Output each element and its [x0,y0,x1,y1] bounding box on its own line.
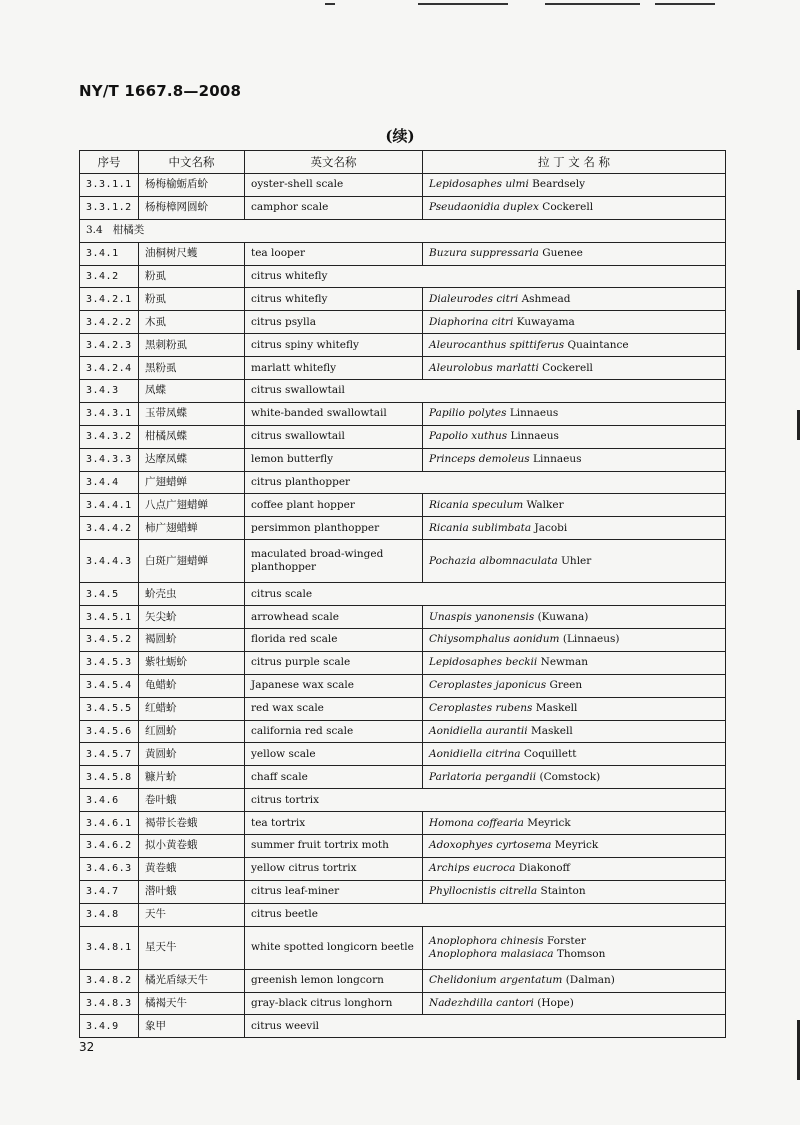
english-name-cell: yellow citrus tortrix [245,857,423,880]
serial-cell: 3.4.9 [80,1015,139,1038]
latin-name-cell [423,812,726,835]
serial-cell: 3.4.5.5 [80,697,139,720]
serial-cell: 3.4.4 [80,471,139,494]
latin-name-cell [423,174,726,197]
latin-binomial: Aleurocanthus spittiferus [429,338,565,351]
table-row [80,311,726,334]
top-rule-4 [655,3,715,5]
english-name-cell: citrus psylla [245,311,423,334]
latin-authority: (Dalman) [565,974,615,987]
latin-authority: Kuwayama [516,315,575,328]
table-row [80,766,726,789]
section-number: 3.4 [86,224,103,237]
serial-cell: 3.4.4.1 [80,494,139,517]
serial-cell: 3.3.1.1 [80,174,139,197]
header-latin-name: 拉 丁 文 名 称 [423,151,726,174]
latin-name-cell [423,992,726,1015]
table-row [80,334,726,357]
latin-authority: Coquillett [523,747,577,760]
english-name-cell: tea looper [245,242,423,265]
table-row [80,857,726,880]
latin-authority: Newman [540,656,588,669]
latin-binomial: Adoxophyes cyrtosema [429,839,552,852]
latin-binomial: Ricania speculum [429,498,524,511]
chinese-name-cell: 橘光盾绿天牛 [139,969,245,992]
chinese-name-cell: 紫牡蛎蚧 [139,651,245,674]
chinese-name-cell: 褐圆蚧 [139,629,245,652]
chinese-name-cell: 糠片蚧 [139,766,245,789]
english-name-cell: lemon butterfly [245,448,423,471]
latin-name-cell [423,425,726,448]
latin-authority: Cockerell [542,201,594,214]
latin-binomial: Anoplophora malasiaca [429,947,554,960]
chinese-name-cell: 粉虱 [139,265,245,288]
chinese-name-cell: 潜叶蛾 [139,880,245,903]
english-name-cell: citrus swallowtail [245,425,423,448]
latin-name-cell [423,766,726,789]
serial-cell: 3.4.5.2 [80,629,139,652]
latin-binomial: Papolio xuthus [429,430,508,443]
latin-authority: (Comstock) [539,770,601,783]
serial-cell: 3.4.5.4 [80,674,139,697]
header-chinese-name: 中文名称 [139,151,245,174]
latin-authority: (Linnaeus) [562,633,620,646]
serial-cell: 3.4.5.7 [80,743,139,766]
serial-cell: 3.4.6 [80,789,139,812]
latin-name-cell [423,242,726,265]
table-row [80,880,726,903]
latin-name-cell [423,880,726,903]
latin-name-cell [423,651,726,674]
latin-authority: Uhler [561,554,592,567]
latin-binomial: Unaspis yanonensis [429,610,535,623]
latin-binomial: Aonidiella citrina [429,747,521,760]
table-row [80,471,726,494]
latin-name-cell [423,606,726,629]
english-name-cell: citrus whitefly [245,265,726,288]
table-row [80,425,726,448]
latin-authority: Meyrick [554,839,599,852]
chinese-name-cell: 达摩凤蝶 [139,448,245,471]
chinese-name-cell: 玉带凤蝶 [139,402,245,425]
latin-binomial: Lepidosaphes beckii [429,656,538,669]
chinese-name-cell: 红圆蚧 [139,720,245,743]
latin-authority: (Hope) [537,996,574,1009]
latin-binomial: Phyllocnistis citrella [429,885,538,898]
header-english-name: 英文名称 [245,151,423,174]
table-row [80,196,726,219]
english-name-cell: red wax scale [245,697,423,720]
table-row [80,583,726,606]
serial-cell: 3.4.5 [80,583,139,606]
english-name-cell: citrus spiny whitefly [245,334,423,357]
latin-name-cell [423,402,726,425]
chinese-name-cell: 黑刺粉虱 [139,334,245,357]
english-name-cell: persimmon planthopper [245,517,423,540]
header-serial: 序号 [80,151,139,174]
serial-cell: 3.4.5.3 [80,651,139,674]
chinese-name-cell: 油桐树尺蠖 [139,242,245,265]
serial-cell: 3.4.8.2 [80,969,139,992]
page-number: 32 [79,1040,95,1054]
table-row [80,674,726,697]
latin-binomial: Ricania sublimbata [429,521,532,534]
table-row [80,402,726,425]
table-row [80,697,726,720]
latin-authority: Ashmead [521,292,571,305]
chinese-name-cell: 黄圆蚧 [139,743,245,766]
latin-binomial: Nadezhdilla cantori [429,996,534,1009]
latin-authority: Green [549,679,583,692]
chinese-name-cell: 柿广翅蜡蝉 [139,517,245,540]
english-name-cell: citrus beetle [245,903,726,926]
latin-binomial: Pseudaonidia duplex [429,201,539,214]
latin-name-cell [423,743,726,766]
latin-authority: Stainton [540,885,586,898]
chinese-name-cell: 粉虱 [139,288,245,311]
serial-cell: 3.4.8 [80,903,139,926]
latin-authority: Beardsely [532,178,585,191]
chinese-name-cell: 白斑广翅蜡蝉 [139,540,245,583]
latin-name-cell [423,494,726,517]
serial-cell: 3.4.1 [80,242,139,265]
table-row [80,288,726,311]
english-name-cell: gray-black citrus longhorn [245,992,423,1015]
latin-name-cell [423,720,726,743]
latin-authority: Thomson [556,947,606,960]
serial-cell: 3.4.3.2 [80,425,139,448]
chinese-name-cell: 黑粉虱 [139,357,245,380]
latin-authority: Guenee [542,247,583,260]
table-header-row [80,151,726,174]
section-title [80,219,726,242]
english-name-cell: chaff scale [245,766,423,789]
chinese-name-cell: 天牛 [139,903,245,926]
serial-cell: 3.4.3.3 [80,448,139,471]
table-row [80,903,726,926]
latin-binomial: Anoplophora chinesis [429,934,544,947]
table-row [80,606,726,629]
latin-binomial: Lepidosaphes ulmi [429,178,529,191]
chinese-name-cell: 黄卷蛾 [139,857,245,880]
serial-cell: 3.4.3.1 [80,402,139,425]
latin-name-cell [423,540,726,583]
table-row [80,494,726,517]
chinese-name-cell: 卷叶蛾 [139,789,245,812]
latin-name-cell [423,926,726,969]
latin-name-cell [423,311,726,334]
table-row [80,992,726,1015]
chinese-name-cell: 矢尖蚧 [139,606,245,629]
latin-authority: Jacobi [534,521,568,534]
serial-cell: 3.4.5.1 [80,606,139,629]
latin-binomial: Dialeurodes citri [429,292,519,305]
chinese-name-cell: 星天牛 [139,926,245,969]
chinese-name-cell: 木虱 [139,311,245,334]
latin-binomial: Ceroplastes japonicus [429,679,547,692]
serial-cell: 3.4.8.1 [80,926,139,969]
continued-label: (续) [385,127,415,145]
table-row [80,242,726,265]
english-name-cell: citrus leaf-miner [245,880,423,903]
latin-authority: Linnaeus [509,407,559,420]
latin-authority: Quaintance [567,338,629,351]
latin-binomial: Papilio polytes [429,407,507,420]
serial-cell: 3.3.1.2 [80,196,139,219]
table-row [80,743,726,766]
english-name-cell: white spotted longicorn beetle [245,926,423,969]
latin-binomial: Parlatoria pergandii [429,770,537,783]
serial-cell: 3.4.2.3 [80,334,139,357]
english-name-cell: citrus swallowtail [245,380,726,403]
english-name-cell: greenish lemon longcorn [245,969,423,992]
latin-authority: Diakonoff [518,862,570,875]
serial-cell: 3.4.2.2 [80,311,139,334]
serial-cell: 3.4.3 [80,380,139,403]
serial-cell: 3.4.5.8 [80,766,139,789]
latin-authority: (Kuwana) [537,610,589,623]
table-row [80,629,726,652]
latin-binomial: Pochazia albomnaculata [429,554,558,567]
english-name-cell: yellow scale [245,743,423,766]
latin-binomial: Archips eucroca [429,862,516,875]
english-name-cell: summer fruit tortrix moth [245,835,423,858]
english-name-cell: oyster-shell scale [245,174,423,197]
latin-authority: Forster [546,934,586,947]
latin-name-cell [423,196,726,219]
standard-code: NY/T 1667.8—2008 [79,82,242,100]
latin-name-cell [423,969,726,992]
latin-name-cell [423,674,726,697]
table-row [80,174,726,197]
english-name-cell: citrus planthopper [245,471,726,494]
latin-name-cell [423,288,726,311]
english-name-cell: citrus weevil [245,1015,726,1038]
latin-binomial: Chiysomphalus aonidum [429,633,560,646]
serial-cell: 3.4.6.1 [80,812,139,835]
table-row [80,265,726,288]
table-row [80,1015,726,1038]
chinese-name-cell: 褐带长卷蛾 [139,812,245,835]
table-row [80,835,726,858]
section-row [80,219,726,242]
english-name-cell: citrus purple scale [245,651,423,674]
table-row [80,517,726,540]
english-name-cell: arrowhead scale [245,606,423,629]
serial-cell: 3.4.8.3 [80,992,139,1015]
latin-authority: Maskell [535,702,578,715]
serial-cell: 3.4.4.2 [80,517,139,540]
chinese-name-cell: 红蜡蚧 [139,697,245,720]
english-name-cell: citrus whitefly [245,288,423,311]
english-name-cell: marlatt whitefly [245,357,423,380]
top-rule-1 [325,3,335,5]
latin-binomial: Aonidiella aurantii [429,725,528,738]
chinese-name-cell: 龟蜡蚧 [139,674,245,697]
chinese-name-cell: 象甲 [139,1015,245,1038]
chinese-name-cell: 蚧壳虫 [139,583,245,606]
english-name-cell: Japanese wax scale [245,674,423,697]
table-row [80,812,726,835]
table-row [80,651,726,674]
serial-cell: 3.4.7 [80,880,139,903]
latin-name-cell [423,517,726,540]
serial-cell: 3.4.6.3 [80,857,139,880]
serial-cell: 3.4.2 [80,265,139,288]
table-row [80,448,726,471]
serial-cell: 3.4.5.6 [80,720,139,743]
latin-name-cell [423,357,726,380]
chinese-name-cell: 杨梅樟网圆蚧 [139,196,245,219]
latin-binomial: Aleurolobus marlatti [429,361,539,374]
chinese-name-cell: 凤蝶 [139,380,245,403]
latin-name-cell [423,857,726,880]
chinese-name-cell: 广翅蜡蝉 [139,471,245,494]
serial-cell: 3.4.2.1 [80,288,139,311]
english-name-cell: california red scale [245,720,423,743]
latin-binomial: Princeps demoleus [429,453,530,466]
latin-name-cell [423,835,726,858]
english-name-cell: white-banded swallowtail [245,402,423,425]
english-name-cell: citrus scale [245,583,726,606]
latin-name-cell [423,629,726,652]
serial-cell: 3.4.2.4 [80,357,139,380]
english-name-cell: florida red scale [245,629,423,652]
latin-binomial: Diaphorina citri [429,315,514,328]
table-row [80,540,726,583]
latin-name-cell [423,697,726,720]
chinese-name-cell: 杨梅榆蛎盾蚧 [139,174,245,197]
chinese-name-cell: 拟小黄卷蛾 [139,835,245,858]
table-row [80,926,726,969]
pest-name-table [79,150,726,1038]
latin-name-cell [423,448,726,471]
serial-cell: 3.4.6.2 [80,835,139,858]
table-body [80,174,726,1038]
latin-authority: Walker [526,498,564,511]
latin-binomial: Ceroplastes rubens [429,702,533,715]
latin-authority: Meyrick [527,816,571,829]
top-rule-3 [545,3,640,5]
latin-name-cell [423,334,726,357]
english-name-cell: citrus tortrix [245,789,726,812]
latin-authority: Linnaeus [533,453,582,466]
top-rule-2 [418,3,508,5]
table-row [80,969,726,992]
table-row [80,380,726,403]
english-name-cell: tea tortrix [245,812,423,835]
latin-authority: Maskell [530,725,573,738]
latin-binomial: Homona coffearia [429,816,524,829]
english-name-cell: coffee plant hopper [245,494,423,517]
serial-cell: 3.4.4.3 [80,540,139,583]
chinese-name-cell: 橘褐天牛 [139,992,245,1015]
latin-binomial: Chelidonium argentatum [429,974,563,987]
section-name: 柑橘类 [112,224,145,237]
english-name-cell: camphor scale [245,196,423,219]
table-row [80,357,726,380]
table-row [80,720,726,743]
table-row [80,789,726,812]
chinese-name-cell: 柑橘凤蝶 [139,425,245,448]
latin-binomial: Buzura suppressaria [429,247,539,260]
latin-authority: Linnaeus [510,430,559,443]
english-name-cell: maculated broad-winged planthopper [245,540,423,583]
latin-authority: Cockerell [542,361,593,374]
chinese-name-cell: 八点广翅蜡蝉 [139,494,245,517]
